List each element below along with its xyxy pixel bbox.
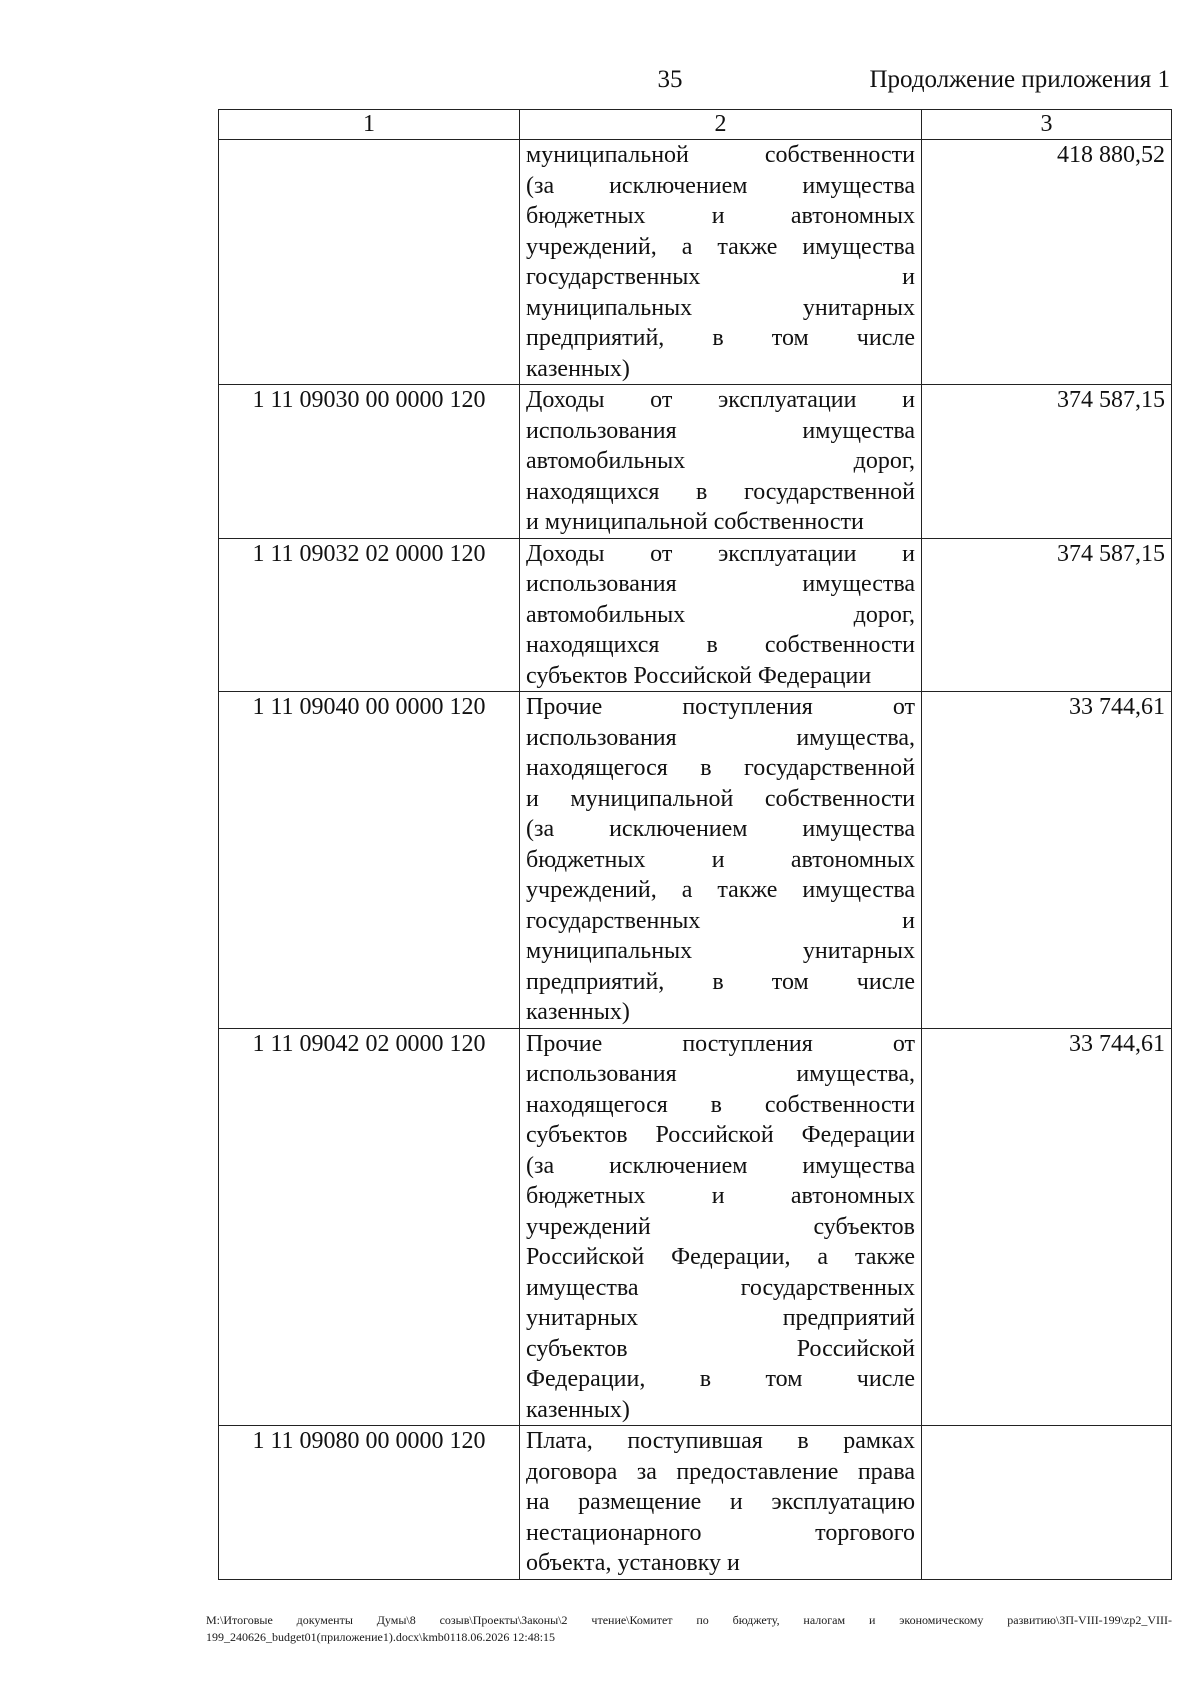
income-name-line: бюджетных и автономных [526,1183,915,1209]
income-name-line: имущества государственных [526,1274,915,1301]
amount-cell: 374 587,15 [922,385,1172,539]
income-name-line: предприятий, в том числе [526,325,915,351]
table-row [219,1426,1172,1580]
income-name-line: Доходы от эксплуатации и [526,387,915,413]
income-name-line: Федерации, в том числе [526,1366,915,1392]
income-name-line: находящихся в государственной [526,478,915,505]
income-name-line: (за исключением имущества [526,1152,915,1179]
income-name-line: находящегося в собственности [526,1091,915,1118]
table-row [219,140,1172,385]
budget-code-cell: 1 11 09040 00 0000 120 [219,692,520,1029]
budget-code-cell: 1 11 09030 00 0000 120 [219,385,520,539]
income-name-line: учреждений субъектов [526,1213,915,1240]
column-header-3: 3 [922,110,1172,140]
income-name-line: использования имущества [526,571,915,597]
page-number: 35 [657,66,683,93]
table-row [219,538,1172,692]
income-name-line: Российской Федерации, а также [526,1244,915,1270]
income-name-cell [520,140,922,385]
amount-cell: 33 744,61 [922,692,1172,1029]
amount-cell: 33 744,61 [922,1028,1172,1426]
table-row [219,1028,1172,1426]
table-header-row [219,110,1172,140]
income-name-line: учреждений, а также имущества [526,877,915,903]
income-name-line: государственных и [526,264,915,290]
appendix-continuation-label: Продолжение приложения 1 [869,66,1170,93]
budget-code-cell: 1 11 09032 02 0000 120 [219,538,520,692]
income-name-line: Плата, поступившая в рамках [526,1428,915,1454]
budget-code-cell: 1 11 09080 00 0000 120 [219,1426,520,1580]
income-name-line: использования имущества [526,417,915,444]
income-name-line: учреждений, а также имущества [526,233,915,260]
income-name-line: муниципальных унитарных [526,294,915,321]
income-name-line: унитарных предприятий [526,1305,915,1331]
income-name-cell [520,692,922,1029]
income-name-line: (за исключением имущества [526,172,915,199]
table-body [219,140,1172,1580]
budget-code-cell [219,140,520,385]
income-name-line: бюджетных и автономных [526,203,915,229]
file-path-footer: M:\Итоговые документы Думы\8 созыв\Проекты\Законы\2 чтение\Комитет по бюджету, налогам и экономическому развитию\ЗП-VIII-199\zp2_VIII-199_240626_budget01(приложение1).docx\kmb0118.06.2026 12:48:15 [206,1613,1172,1644]
table-row [219,385,1172,539]
income-name-line: муниципальных унитарных [526,938,915,964]
income-name-cell [520,1028,922,1426]
income-name-line: нестационарного торгового [526,1519,915,1546]
income-name-line: на размещение и эксплуатацию [526,1489,915,1515]
income-name-line: субъектов Российской [526,1335,915,1362]
income-name-line: и муниципальной собственности [526,509,864,535]
budget-table [218,109,1172,1580]
income-name-line: субъектов Российской Федерации [526,662,872,689]
income-name-line: муниципальной собственности [526,142,915,168]
income-name-line: объекта, установку и [526,1550,740,1576]
income-name-line: и муниципальной собственности [526,785,915,812]
income-name-line: договора за предоставление права [526,1458,915,1485]
column-header-1: 1 [219,110,520,140]
column-header-2: 2 [520,110,922,140]
income-name-line: находящихся в собственности [526,632,915,658]
income-name-line: (за исключением имущества [526,816,915,842]
income-name-line: использования имущества, [526,724,915,751]
income-name-cell [520,1426,922,1580]
income-name-cell [520,538,922,692]
income-name-line: предприятий, в том числе [526,968,915,995]
income-name-line: бюджетных и автономных [526,846,915,873]
income-name-line: Доходы от эксплуатации и [526,540,915,567]
income-name-line: автомобильных дорог, [526,448,915,474]
amount-cell: 418 880,52 [922,140,1172,385]
table-row [219,692,1172,1029]
income-name-line: использования имущества, [526,1061,915,1087]
income-name-line: находящегося в государственной [526,755,915,781]
amount-cell: 374 587,15 [922,538,1172,692]
income-name-line: автомобильных дорог, [526,601,915,628]
income-name-line: казенных) [526,355,630,382]
income-name-cell [520,385,922,539]
income-name-line: государственных и [526,907,915,934]
budget-code-cell: 1 11 09042 02 0000 120 [219,1028,520,1426]
income-name-line: субъектов Российской Федерации [526,1122,915,1148]
income-name-line: казенных) [526,999,630,1025]
income-name-line: Прочие поступления от [526,1030,915,1057]
amount-cell [922,1426,1172,1580]
income-name-line: Прочие поступления от [526,694,915,720]
income-name-line: казенных) [526,1396,630,1423]
